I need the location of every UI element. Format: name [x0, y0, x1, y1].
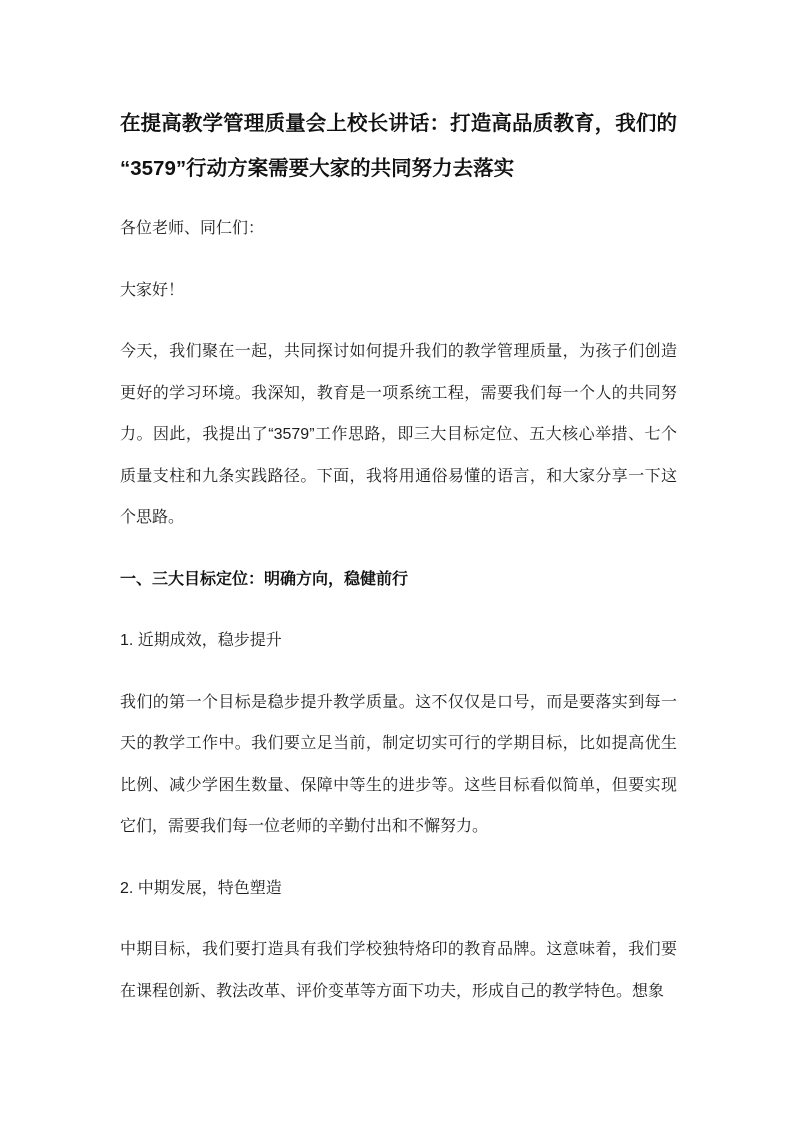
salutation: 各位老师、同仁们： [120, 220, 265, 237]
subsection-1-paragraph: 我们的第一个目标是稳步提升教学质量。这不仅仅是口号，而是要落实到每一天的教学工作中。我们要立足当前，制定切实可行的学期目标，比如提高优生比例、减少学困生数量、保障中等生的进步等。这些目标看似简单，但要实现它们，需要我们每一位老师的辛勤付出和不懈努力。 [120, 693, 677, 835]
subsection-2-heading: 2. 中期发展，特色塑造 [120, 879, 282, 897]
section-1-heading: 一、三大目标定位：明确方向，稳健前行 [120, 570, 409, 588]
document-title: 在提高教学管理质量会上校长讲话：打造高品质教育，我们的“3579”行动方案需要大家的共同努力去落实 [120, 112, 677, 180]
subsection-1-heading: 1. 近期成效，稳步提升 [120, 632, 282, 649]
subsection-2-paragraph: 中期目标，我们要打造具有我们学校独特烙印的教育品牌。这意味着，我们要在课程创新、教法改革、评价变革等方面下功夫，形成自己的教学特色。想象 [120, 941, 677, 1000]
greeting: 大家好！ [120, 281, 185, 299]
intro-paragraph: 今天，我们聚在一起，共同探讨如何提升我们的教学管理质量，为孩子们创造更好的学习环境。我深知，教育是一项系统工程，需要我们每一个人的共同努力。因此，我提出了“3579”工作思路，即三大目标定位、五大核心举措、七个质量支柱和九条实践路径。下面，我将用通俗易懂的语言，和大家分享一下这个思路。 [120, 343, 677, 526]
